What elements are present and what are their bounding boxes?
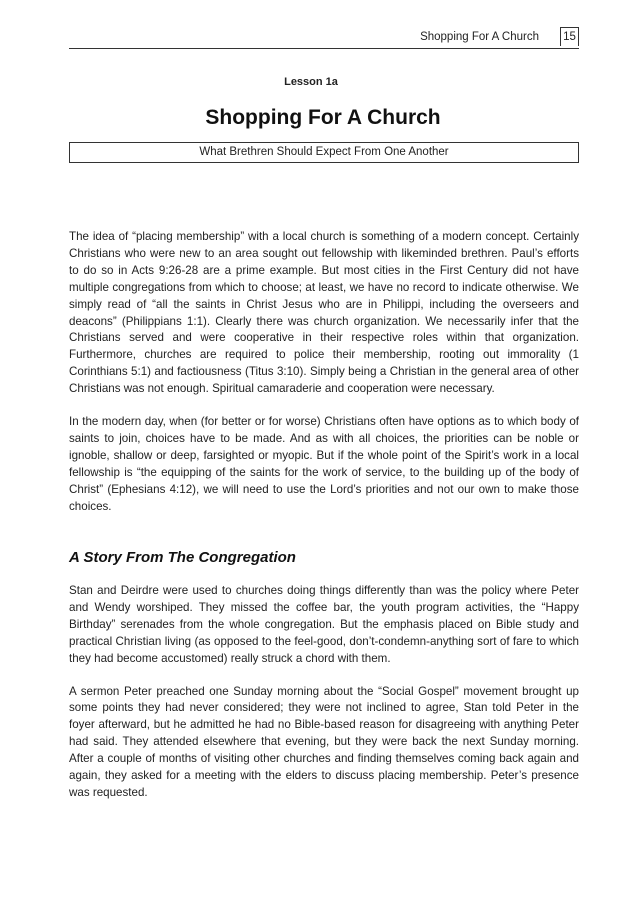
- running-header: [69, 27, 579, 49]
- paragraph: The idea of “placing membership” with a local church is something of a modern concept. Certainly Christians who were new to an area sought out fellowship with likeminded brethren. Paul’s efforts to do so in Acts 9:26-28 are a prime example. But most cities in the First Century did not have multiple congregations from which to choose; at least, we have no record to indicate otherwise. We simply read of “all the saints in Christ Jesus who are in Philippi, including the overseers and deacons” (Philippians 1:1). Clearly there was church organization. We necessarily infer that the Christians served and were cooperative in their respective roles within that organization. Furthermore, churches are required to police their membership, rooting out immorality (1 Corinthians 5:1) and factiousness (Titus 3:10). Simply being a Christian in the general area of other Christians was not enough. Spiritual camaraderie and cooperation were necessary.: [69, 230, 579, 396]
- intro-text: [69, 229, 579, 532]
- story-text: [69, 583, 579, 818]
- page-title: Shopping For A Church: [205, 106, 441, 129]
- lesson-label: Lesson 1a: [284, 76, 338, 88]
- paragraph: Stan and Deirdre were used to churches doing things differently than was the policy where Peter and Wendy worshiped. They missed the coffee bar, the youth program activities, the “Happy Birthday” serenades from the whole congregation. But the emphasis placed on Bible study and practical Christian living (as opposed to the feel-good, don’t-condemn-anything sort of fare to which they had become accustomed) really struck a chord with them.: [69, 584, 579, 665]
- paragraph: In the modern day, when (for better or for worse) Christians often have options as to which body of saints to join, choices have to be made. And as with all choices, the priorities can be noble or ignoble, shallow or deep, farsighted or myopic. But if the whole point of the Spirit’s work in a local fellowship is “the equipping of the saints for the work of service, to the building up of the body of Christ” (Ephesians 4:12), we will need to use the Lord’s priorities and not our own to make those choices.: [69, 415, 579, 513]
- paragraph: A sermon Peter preached one Sunday morning about the “Social Gospel” movement brought up some points they had never considered; they were not inclined to agree, Stan told Peter in the foyer afterward, but he admitted he had no Bible-based reason for disagreeing with anything Peter had said. They attended elsewhere that evening, but they were back the next Sunday morning. After a couple of months of visiting other churches and finding themselves coming back again and again, they asked for a meeting with the elders to discuss placing membership. Peter’s presence was requested.: [69, 684, 579, 799]
- page-number: 15: [560, 27, 579, 46]
- running-title: Shopping For A Church: [420, 31, 539, 43]
- section-heading: A Story From The Congregation: [69, 549, 296, 566]
- subtitle-box: What Brethren Should Expect From One Another: [69, 142, 579, 163]
